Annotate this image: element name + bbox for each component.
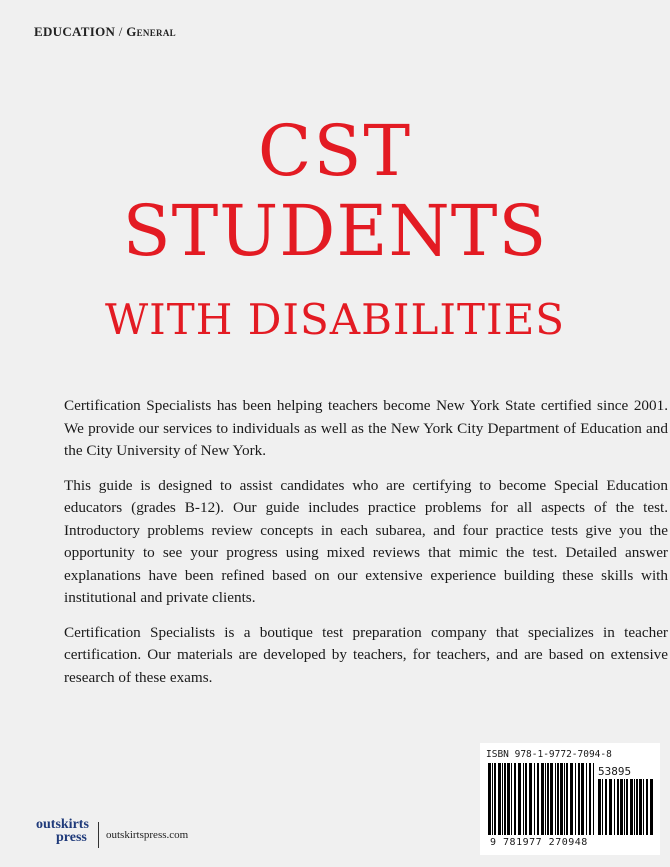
barcode-bar	[494, 763, 496, 835]
barcode-bar	[525, 763, 527, 835]
barcode-bar	[504, 763, 506, 835]
barcode-bar	[523, 763, 524, 835]
barcode-bar	[557, 763, 559, 835]
price-code: 53895	[598, 765, 632, 778]
barcode-bar	[602, 779, 603, 835]
barcode-bar	[605, 779, 607, 835]
barcode-bar	[636, 779, 638, 835]
barcode-bar	[589, 763, 591, 835]
paragraph-3: Certification Specialists is a boutique test preparation company that specializes in teacher certification. Our materials are developed by teachers, for teachers, and are based on extensive research of these exams.	[64, 623, 668, 686]
barcode-bar	[545, 763, 546, 835]
publisher-divider	[98, 822, 99, 848]
barcode-bar	[534, 763, 535, 835]
barcode-bar	[609, 779, 612, 835]
barcode-bar	[639, 779, 642, 835]
barcode-bar	[570, 763, 573, 835]
title-line-1: CST	[257, 110, 413, 192]
barcode-bar	[581, 763, 584, 835]
paragraph-1: Certification Specialists has been helping teachers become New York State certified since 2001. We provide our services to individuals as well as the New York City Department of Education and the City University of New York.	[64, 397, 668, 459]
category-main: EDUCATION	[34, 24, 116, 39]
barcode-bar	[598, 779, 601, 835]
barcode-bar	[578, 763, 580, 835]
title-line-3: WITH DISABILITIES	[104, 295, 566, 344]
barcode-bar	[518, 763, 521, 835]
category-separator: /	[115, 24, 127, 39]
barcode-bar	[564, 763, 565, 835]
barcode-bar	[560, 763, 563, 835]
barcode-bar	[643, 779, 644, 835]
publisher-logo-line-1: outskirts	[36, 817, 89, 832]
barcode-bar	[614, 779, 615, 835]
barcode-bar	[620, 779, 623, 835]
barcode-bar	[529, 763, 532, 835]
title-line-2: STUDENTS	[122, 190, 548, 272]
category-label	[34, 24, 176, 40]
barcode-bar	[617, 779, 619, 835]
barcode-bar	[502, 763, 503, 835]
isbn-text: ISBN 978-1-9772-7094-8	[486, 749, 612, 760]
barcode-bar	[511, 763, 512, 835]
barcode-bar	[514, 763, 516, 835]
barcode-bar	[626, 779, 628, 835]
barcode-price-bars	[598, 779, 654, 835]
barcode-bar	[488, 763, 491, 835]
barcode-bar	[566, 763, 568, 835]
barcode-bar	[624, 779, 625, 835]
barcode-bar	[541, 763, 544, 835]
barcode-bar	[575, 763, 576, 835]
category-sub: General	[126, 24, 176, 39]
isbn-barcode	[480, 743, 660, 855]
barcode-bar	[586, 763, 587, 835]
barcode-bar	[646, 779, 648, 835]
publisher-url: outskirtspress.com	[106, 829, 189, 841]
barcode-bar	[650, 779, 653, 835]
barcode-bar	[630, 779, 633, 835]
barcode-bar	[498, 763, 501, 835]
barcode-bar	[593, 763, 594, 835]
barcode-bar	[492, 763, 493, 835]
barcode-bar	[507, 763, 510, 835]
description	[64, 395, 668, 701]
publisher-logo	[36, 818, 89, 844]
paragraph-2: This guide is designed to assist candidates who are certifying to become Special Education educators (grades B-12). Our guide includes practice problems for all aspects of the test. Introductory problems review concepts in each subarea, and four practice tests give you the opportunity to see your progress using mixed reviews that mimic the test. Detailed answer explanations have been refined based on our extensive experience building these skills with institutional and private clients.	[64, 476, 668, 606]
barcode-bar	[547, 763, 549, 835]
barcode-bar	[537, 763, 539, 835]
barcode-bar	[555, 763, 556, 835]
barcode-bar	[550, 763, 553, 835]
barcode-bar	[634, 779, 635, 835]
barcode-digits: 9 781977 270948	[490, 837, 588, 848]
publisher-logo-line-2: press	[56, 830, 87, 845]
barcode-main-bars	[488, 763, 594, 835]
